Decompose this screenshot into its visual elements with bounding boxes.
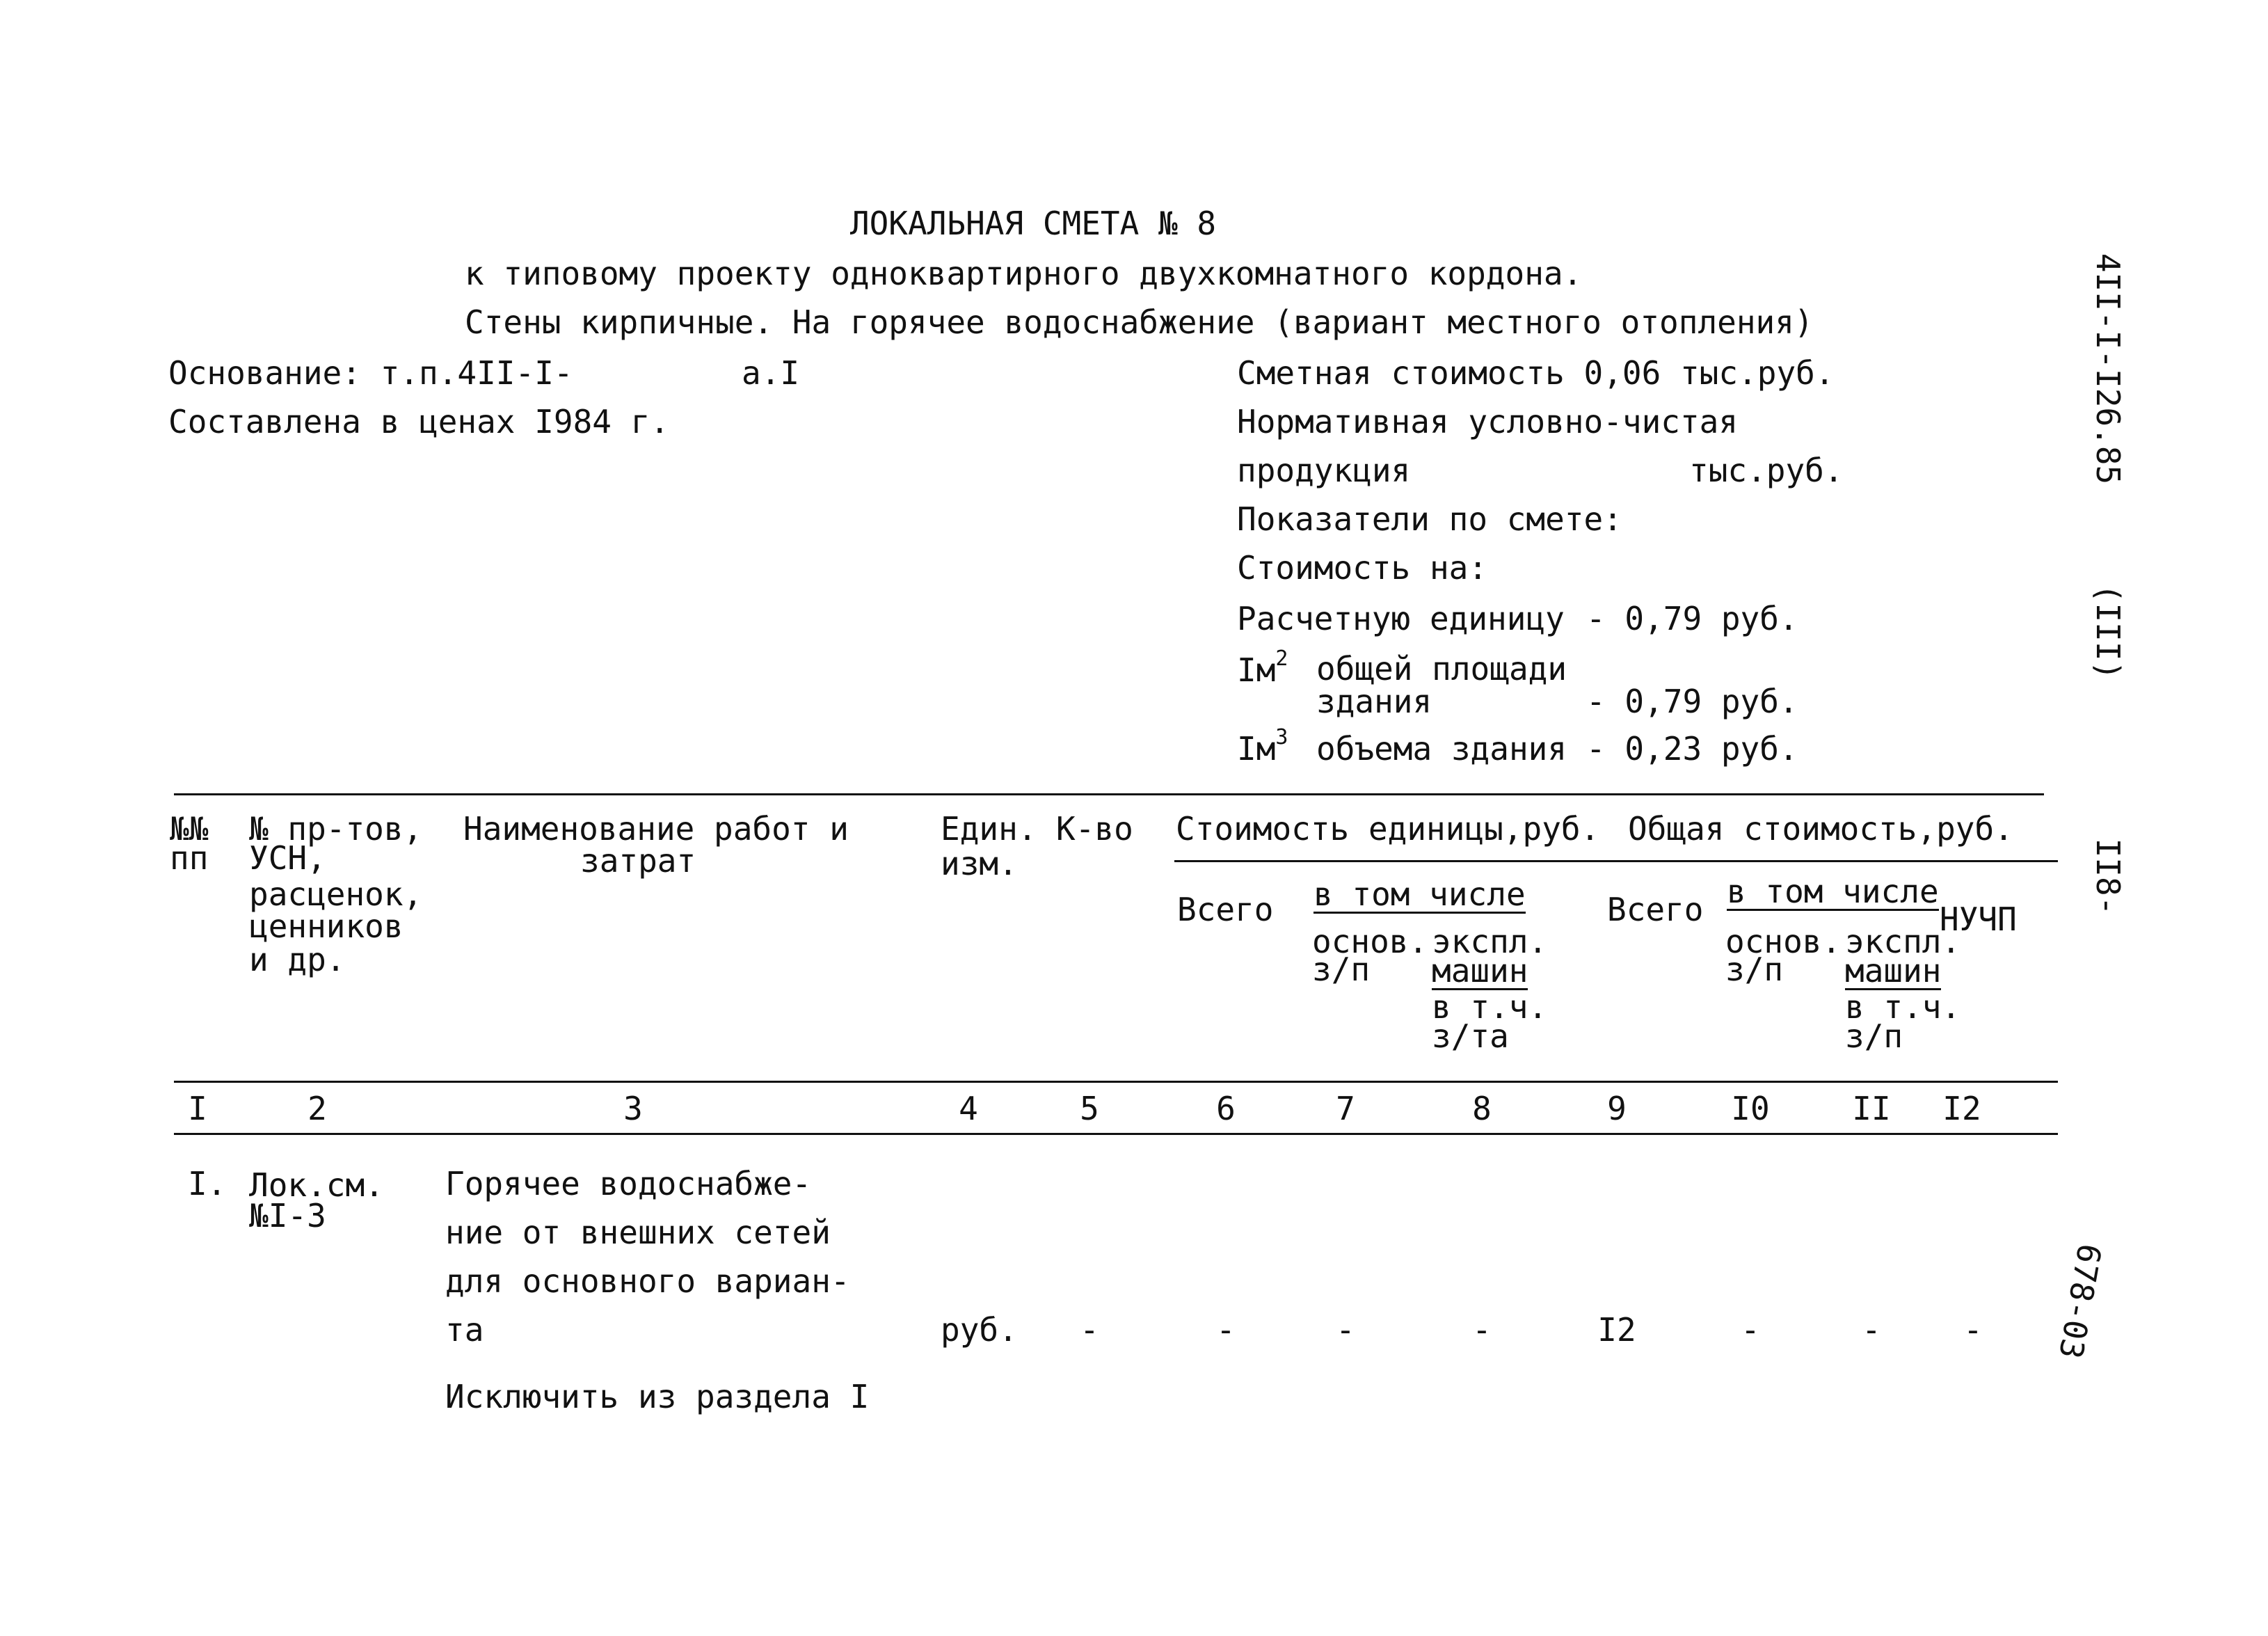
col4-header-2: изм. — [941, 845, 1018, 882]
row-name-1: Горячее водоснабже- — [445, 1165, 812, 1202]
margin-doc-code: 4II-I-I26.85 — [2089, 253, 2127, 485]
unit-incl-salary-2: з/та — [1432, 1017, 1509, 1055]
doc-title: ЛОКАЛЬНАЯ СМЕТА № 8 — [849, 205, 1217, 242]
total-base-salary-1: основ. — [1725, 923, 1842, 960]
header-group-rule — [1174, 860, 2058, 862]
row-value-unit-total: - — [1216, 1311, 1236, 1349]
row-value-qty: - — [1080, 1311, 1099, 1349]
basis-label: Основание: т.п.4II-I- — [168, 354, 573, 392]
col2-header-2: УСН, — [249, 839, 326, 877]
col-number: 9 — [1607, 1090, 1627, 1127]
area-label-1: общей площади — [1316, 650, 1567, 688]
col4-header-1: Един. — [941, 810, 1037, 848]
unit-cost-group: Стоимость единицы,руб. — [1176, 810, 1600, 848]
col1-header-1: №№ — [170, 810, 209, 848]
row-name-3: для основного вариан- — [445, 1262, 850, 1300]
unit-total-header: Всего — [1177, 891, 1274, 928]
row-ref-1: Лок.см. — [249, 1166, 384, 1204]
unit-base-salary-1: основ. — [1312, 923, 1428, 960]
row-value-unit-salary: - — [1336, 1311, 1355, 1349]
prices-year: Составлена в ценах I984 г. — [168, 403, 670, 440]
nuchp-header: НУЧП — [1940, 900, 2017, 938]
margin-sheet: 678-03 — [2051, 1241, 2109, 1362]
row-value-total: I2 — [1597, 1311, 1636, 1349]
volume-value: - 0,23 руб. — [1586, 730, 1798, 768]
normative-unit: тыс.руб. — [1689, 452, 1844, 489]
normative-line1: Нормативная условно-чистая — [1237, 403, 1739, 440]
numbers-bottom-rule — [174, 1133, 2058, 1135]
row-value-total-machine: - — [1862, 1311, 1881, 1349]
total-machine-op-2: машин — [1845, 952, 1942, 990]
col5-header: К-во — [1056, 810, 1133, 848]
total-base-salary-2: з/п — [1725, 951, 1784, 988]
row-unit: руб. — [941, 1311, 1018, 1349]
row-name-2: ние от внешних сетей — [445, 1214, 831, 1251]
volume-unit: $Iм^3$ — [1237, 725, 1288, 768]
col2-header-3: расценок, — [249, 875, 423, 913]
col-number: 8 — [1472, 1090, 1492, 1127]
area-label-2: здания — [1316, 683, 1432, 720]
unit-machine-op-2: машин — [1432, 952, 1528, 990]
area-value: - 0,79 руб. — [1586, 683, 1798, 720]
col-number: I — [188, 1090, 207, 1127]
total-machine-op-1: экспл. — [1845, 923, 1961, 960]
col-number: I2 — [1942, 1090, 1981, 1127]
margin-page: II8- — [2089, 838, 2127, 916]
unit-cost-value: - 0,79 руб. — [1586, 600, 1798, 637]
table-top-rule — [174, 793, 2044, 795]
total-total-header: Всего — [1607, 891, 1704, 928]
header-bottom-rule — [174, 1081, 2058, 1083]
unit-cost-label: Расчетную единицу — [1237, 600, 1565, 637]
col-number: 6 — [1216, 1090, 1236, 1127]
col3-header-2: затрат — [580, 842, 696, 880]
col-number: 3 — [623, 1090, 643, 1127]
basis-suffix: а.I — [742, 354, 800, 392]
col2-header-4: ценников — [249, 907, 404, 945]
estimate-cost: Сметная стоимость 0,06 тыс.руб. — [1237, 354, 1835, 392]
col2-header-1: № пр-тов, — [249, 810, 423, 848]
row-value-nuchp: - — [1963, 1311, 1983, 1349]
area-unit: $Iм^2$ — [1237, 646, 1288, 689]
row-value-unit-machine: - — [1472, 1311, 1492, 1349]
col2-header-5: и др. — [249, 941, 346, 978]
row-name-4: та — [445, 1311, 484, 1349]
col-number: I0 — [1731, 1090, 1770, 1127]
normative-line2: продукция — [1237, 452, 1411, 489]
total-incl-salary-1: в т.ч. — [1845, 988, 1961, 1026]
total-incl-salary-3: з/п — [1845, 1017, 1903, 1055]
col3-header-1: Наименование работ и — [463, 810, 849, 848]
col-number: II — [1852, 1090, 1891, 1127]
col-number: 2 — [308, 1090, 327, 1127]
unit-incl-salary-1: в т.ч. — [1432, 988, 1548, 1026]
row-number: I. — [188, 1165, 227, 1202]
row-value-total-salary: - — [1741, 1311, 1760, 1349]
col-number: 4 — [959, 1090, 978, 1127]
footnote: Исключить из раздела I — [445, 1378, 870, 1415]
doc-subtitle-1: к типовому проекту одноквартирного двухкомнатного кордона. — [465, 255, 1583, 292]
doc-subtitle-2: Стены кирпичные. На горячее водоснабжение (вариант местного отопления) — [465, 303, 1814, 341]
total-cost-group: Общая стоимость,руб. — [1628, 810, 2013, 848]
row-ref-2: №I-3 — [249, 1197, 326, 1234]
margin-album: (III) — [2089, 583, 2127, 681]
col1-header-2: пп — [170, 839, 209, 877]
unit-base-salary-2: з/п — [1312, 951, 1371, 988]
col-number: 5 — [1080, 1090, 1099, 1127]
cost-for-heading: Стоимость на: — [1237, 549, 1488, 587]
unit-machine-op-1: экспл. — [1432, 923, 1548, 960]
indicators-heading: Показатели по смете: — [1237, 500, 1622, 538]
volume-label: объема здания — [1316, 730, 1567, 768]
total-including-header: в том числе — [1727, 873, 1939, 910]
unit-including-header: в том числе — [1313, 875, 1526, 913]
col-number: 7 — [1336, 1090, 1355, 1127]
